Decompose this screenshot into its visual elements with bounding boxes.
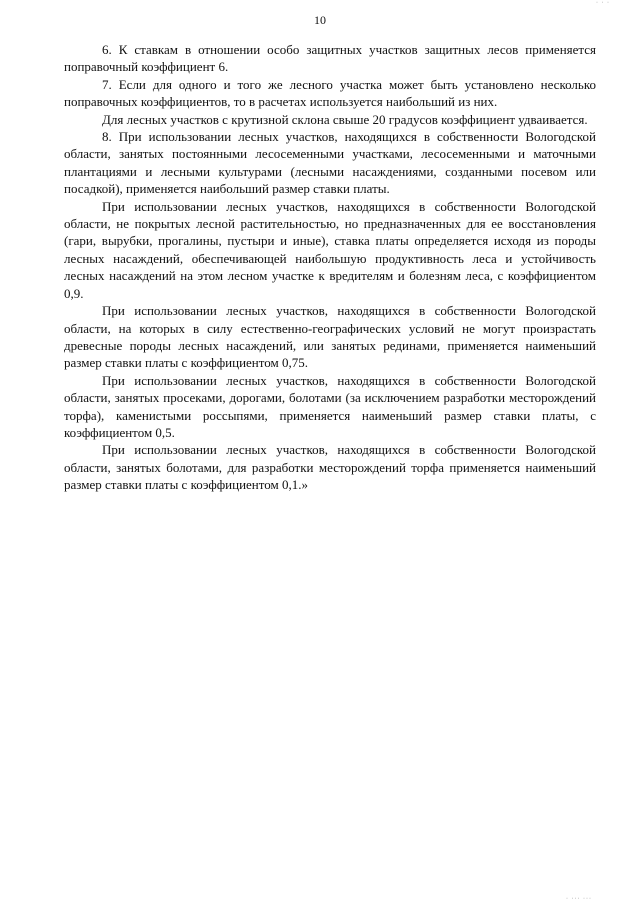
paragraph-7: 7. Если для одного и того же лесного участка может быть установлено несколько поправочных коэффициентов, то в расчетах используется наибольший из них.: [64, 76, 596, 110]
paragraph-8-sparse: При использовании лесных участков, находящихся в собственности Вологодской области, на которых в силу естественно-географических условий не могут произрастать древесные породы лесных насаждений, или занятых рединами, применяется наименьший размер ставки платы с коэффициентом 0,75.: [64, 303, 596, 371]
paragraph-6: 6. К ставкам в отношении особо защитных участков защитных лесов применяется поправочный коэффициент 6.: [64, 42, 596, 75]
document-body: [64, 41, 596, 494]
paragraph-7-note: Для лесных участков с крутизной склона свыше 20 градусов коэффициент удваивается.: [102, 111, 588, 127]
scan-mark-bottom: · ··· ···: [566, 896, 592, 902]
page-number: 10: [314, 13, 326, 27]
paragraph-8-peat: При использовании лесных участков, находящихся в собственности Вологодской области, занятых болотами, для разработки месторождений торфа применяется наименьший размер ставки платы с коэффициентом 0,1.»: [64, 442, 596, 493]
paragraph-8: 8. При использовании лесных участков, находящихся в собственности Вологодской области, занятых постоянными лесосеменными участками, лесосеменными и маточными плантациями и лесными культурами (лесными насаждениями, созданными посевом или посадкой), применяется наибольший размер ставки платы.: [64, 129, 596, 197]
paragraph-8-clearings: При использовании лесных участков, находящихся в собственности Вологодской области, занятых просеками, дорогами, болотами (за исключением разработки месторождений торфа), каменистыми россыпями, применяется наименьший размер ставки платы, с коэффициентом 0,5.: [64, 372, 596, 440]
paragraph-8-unforested: При использовании лесных участков, находящихся в собственности Вологодской области, не покрытых лесной растительностью, но предназначенных для ее восстановления (гари, вырубки, прогалины, пустыри и иные), ставка платы определяется исходя из породы лесных насаждений, обеспечивающей наибольшую продуктивность леса и устойчивость лесных насаждений на этом лесном участке к вредителям и болезням леса, с коэффициентом 0,9.: [64, 198, 596, 301]
scan-mark-top: · · ·: [596, 0, 610, 6]
